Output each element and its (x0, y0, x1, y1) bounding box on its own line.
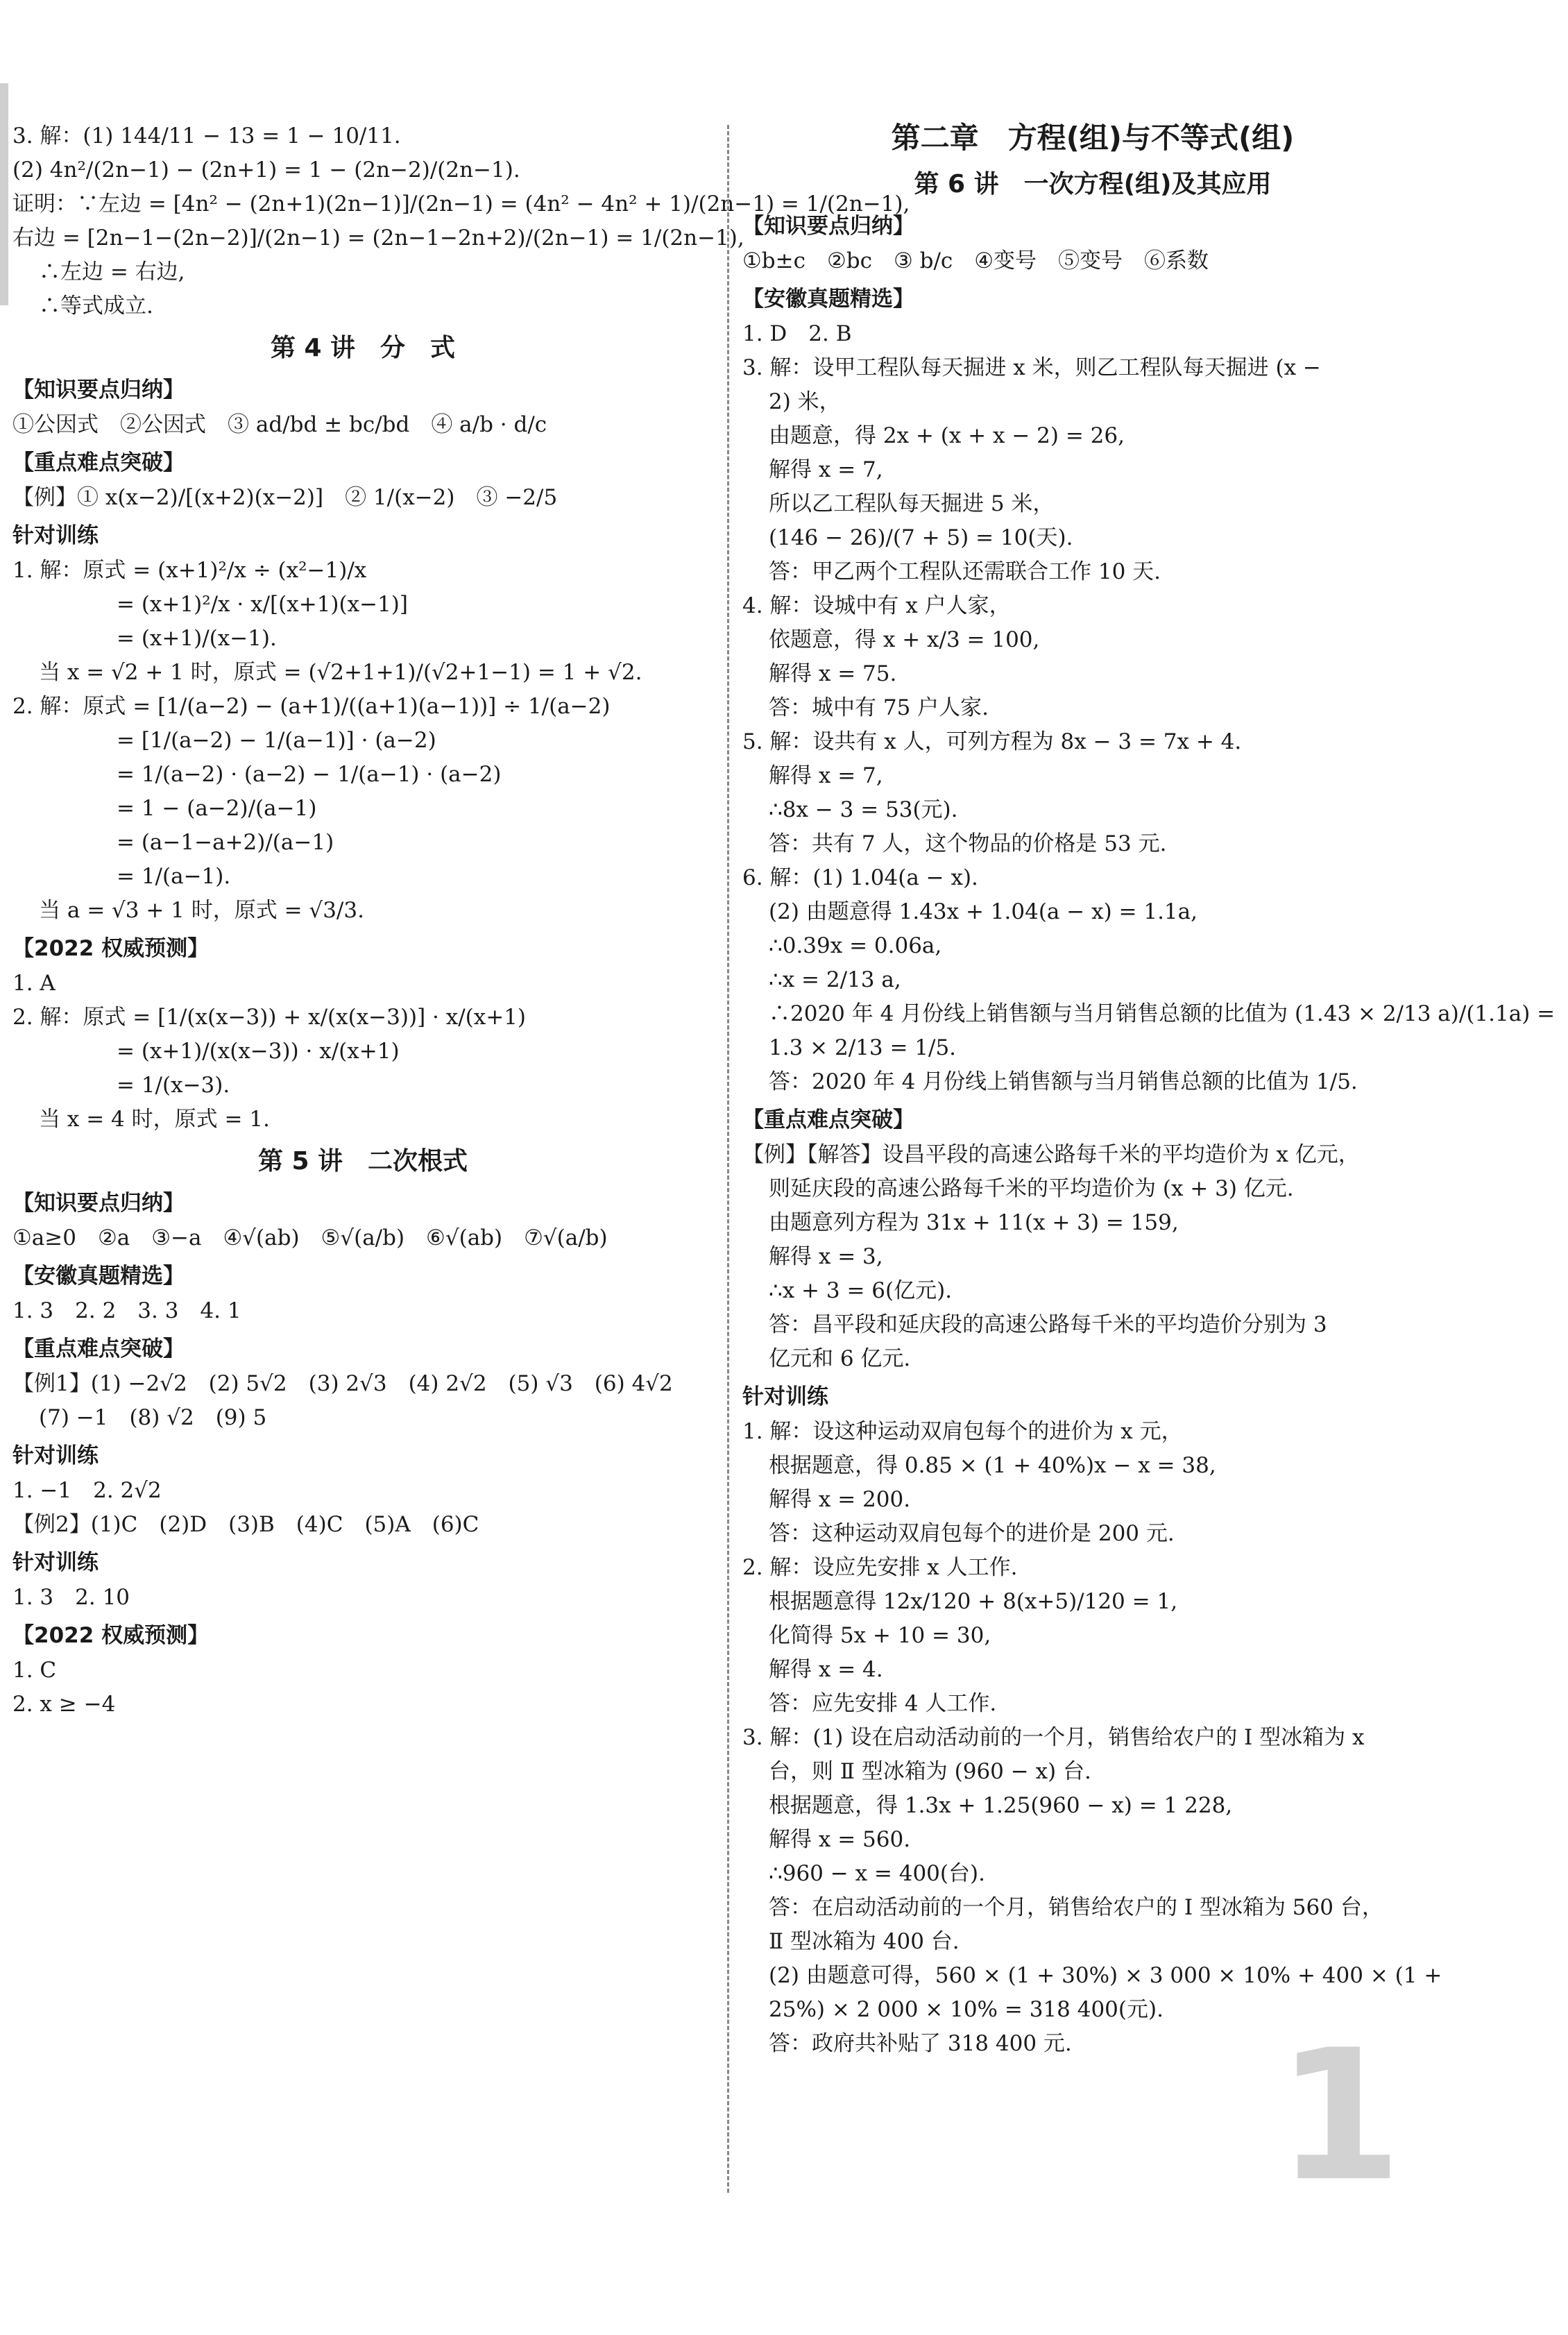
section-heading: 针对训练 (12, 1443, 99, 1468)
text-line: ∴x = 2/13 a, (769, 967, 901, 992)
text-line: 右边 = [2n−1−(2n−2)]/(2n−1) = (2n−1−2n+2)/(2n−1) = 1/(2n−1), (12, 226, 744, 251)
text-line: 由题意列方程为 31x + 11(x + 3) = 159, (769, 1210, 1179, 1235)
text-line: ∴x + 3 = 6(亿元). (769, 1278, 953, 1303)
text-line: = 1/(a−2) · (a−2) − 1/(a−1) · (a−2) (117, 762, 502, 787)
text-line: 当 x = 4 时，原式 = 1. (39, 1107, 270, 1132)
column-divider (727, 125, 729, 2193)
text-line: 解得 x = 200. (769, 1487, 911, 1512)
text-line: 5. 解：设共有 x 人，可列方程为 8x − 3 = 7x + 4. (742, 729, 1242, 754)
text-line: 1.3 × 2/13 = 1/5. (769, 1035, 957, 1060)
text-line: ①a≥0 ②a ③−a ④√(ab) ⑤√(a/b) ⑥√(ab) ⑦√(a/b) (12, 1225, 608, 1250)
text-line: ①公因式 ②公因式 ③ ad/bd ± bc/bd ④ a/b · d/c (12, 412, 547, 437)
text-line: = (a−1−a+2)/(a−1) (117, 830, 334, 855)
text-line: 1. 3 2. 10 (12, 1585, 130, 1610)
text-line: 1. 解：原式 = (x+1)²/x ÷ (x²−1)/x (12, 558, 367, 583)
text-line: 1. 解：设这种运动双肩包每个的进价为 x 元， (742, 1419, 1183, 1444)
text-line: 则延庆段的高速公路每千米的平均造价为 (x + 3) 亿元. (769, 1176, 1294, 1201)
text-line: ∴8x − 3 = 53(元). (769, 797, 958, 822)
text-line: 答：昌平段和延庆段的高速公路每千米的平均造价分别为 3 (769, 1312, 1327, 1337)
text-line: = (x+1)²/x · x/[(x+1)(x−1)] (117, 592, 408, 617)
section-heading: 【知识要点归纳】 (12, 377, 185, 402)
text-line: 1. C (12, 1658, 57, 1683)
text-line: 【例】【解答】设昌平段的高速公路每千米的平均造价为 x 亿元， (742, 1142, 1360, 1167)
section-heading: 【重点难点突破】 (742, 1107, 914, 1132)
text-line: 25%) × 2 000 × 10% = 318 400(元). (769, 1997, 1164, 2022)
text-line: = (x+1)/(x−1). (117, 626, 277, 651)
text-line: 答：政府共补贴了 318 400 元. (769, 2031, 1072, 2056)
text-line: 解得 x = 3, (769, 1244, 883, 1269)
text-line: 【例】① x(x−2)/[(x+2)(x−2)] ② 1/(x−2) ③ −2/5 (12, 485, 558, 510)
text-line: 2) 米， (769, 389, 841, 414)
text-line: 3. 解：(1) 设在启动活动前的一个月，销售给农户的 Ⅰ 型冰箱为 x (742, 1725, 1365, 1750)
text-line: 证明：∵左边 = [4n² − (2n+1)(2n−1)]/(2n−1) = (4n² − 4n² + 1)/(2n−1) = 1/(2n−1), (12, 192, 910, 216)
text-line: 解得 x = 7, (769, 763, 883, 788)
text-line: 1. 3 2. 2 3. 3 4. 1 (12, 1298, 241, 1323)
chapter-title: 第二章 方程(组)与不等式(组) (891, 121, 1295, 155)
text-line: (2) 由题意得 1.43x + 1.04(a − x) = 1.1a, (769, 899, 1198, 924)
text-line: 亿元和 6 亿元. (769, 1346, 911, 1371)
lecture-title: 第 6 讲 一次方程(组)及其应用 (914, 170, 1272, 198)
text-line: ∴2020 年 4 月份线上销售额与当月销售总额的比值为 (1.43 × 2/13 a)/(1.1a) = (769, 1001, 1556, 1026)
text-line: 根据题意，得 0.85 × (1 + 40%)x − x = 38, (769, 1453, 1216, 1478)
binding-strip (0, 83, 8, 305)
text-line: 根据题意，得 1.3x + 1.25(960 − x) = 1 228, (769, 1793, 1233, 1818)
section-heading: 【知识要点归纳】 (12, 1191, 185, 1216)
text-line: 答：2020 年 4 月份线上销售额与当月销售总额的比值为 1/5. (769, 1069, 1358, 1094)
text-line: 根据题意得 12x/120 + 8(x+5)/120 = 1, (769, 1589, 1178, 1614)
text-line: 所以乙工程队每天掘进 5 米， (769, 491, 1055, 516)
text-line: 答：应先安排 4 人工作. (769, 1691, 997, 1716)
text-line: 【例1】(1) −2√2 (2) 5√2 (3) 2√3 (4) 2√2 (5) √3 (6) 4√2 (12, 1371, 673, 1396)
section-heading: 针对训练 (12, 1550, 99, 1575)
text-line: 6. 解：(1) 1.04(a − x). (742, 865, 978, 890)
text-line: 答：在启动活动前的一个月，销售给农户的 Ⅰ 型冰箱为 560 台， (769, 1895, 1383, 1920)
section-heading: 【2022 权威预测】 (12, 1623, 210, 1648)
text-line: 【例2】(1)C (2)D (3)B (4)C (5)A (6)C (12, 1512, 479, 1537)
text-line: ∴左边 = 右边, (39, 260, 185, 285)
text-line: ∴0.39x = 0.06a, (769, 933, 942, 958)
text-line: (7) −1 (8) √2 (9) 5 (39, 1405, 267, 1430)
text-line: (146 − 26)/(7 + 5) = 10(天). (769, 525, 1073, 550)
text-line: 解得 x = 7, (769, 457, 883, 482)
section-heading: 【安徽真题精选】 (12, 1264, 185, 1289)
text-line: 2. 解：原式 = [1/(a−2) − (a+1)/((a+1)(a−1))] ÷ 1/(a−2) (12, 694, 611, 719)
right-column (742, 118, 1556, 2062)
text-line: 2. x ≥ −4 (12, 1692, 116, 1717)
text-line: = 1/(a−1). (117, 864, 231, 889)
section-heading: 针对训练 (742, 1384, 828, 1409)
text-line: 答：甲乙两个工程队还需联合工作 10 天. (769, 559, 1161, 584)
text-line: 当 x = √2 + 1 时，原式 = (√2+1+1)/(√2+1−1) = 1 + √2. (39, 660, 642, 685)
section-heading: 针对训练 (12, 523, 99, 548)
text-line: 依题意，得 x + x/3 = 100, (769, 627, 1040, 652)
text-line: 化简得 5x + 10 = 30, (769, 1623, 991, 1648)
text-line: 3. 解：设甲工程队每天掘进 x 米，则乙工程队每天掘进 (x − (742, 355, 1321, 380)
text-line: 4. 解：设城中有 x 户人家， (742, 593, 1011, 618)
text-line: ①b±c ②bc ③ b/c ④变号 ⑤变号 ⑥系数 (742, 248, 1209, 273)
text-line: 2. 解：设应先安排 x 人工作. (742, 1555, 1018, 1580)
text-line: (2) 由题意可得，560 × (1 + 30%) × 3 000 × 10% + 400 × (1 + (769, 1963, 1442, 1988)
text-line: 1. D 2. B (742, 321, 852, 346)
lecture-title: 第 4 讲 分 式 (270, 334, 456, 362)
section-heading: 【知识要点归纳】 (742, 214, 914, 239)
lecture-title: 第 5 讲 二次根式 (257, 1147, 468, 1175)
text-line: = (x+1)/(x(x−3)) · x/(x+1) (117, 1039, 400, 1064)
text-line: 台，则 Ⅱ 型冰箱为 (960 − x) 台. (769, 1759, 1091, 1784)
text-line: 1. −1 2. 2√2 (12, 1478, 162, 1503)
text-line: = 1/(x−3). (117, 1073, 230, 1098)
page-number: 1 (1277, 2012, 1402, 2221)
text-line: 解得 x = 75. (769, 661, 897, 686)
text-line: Ⅱ 型冰箱为 400 台. (769, 1929, 960, 1954)
text-line: 答：这种运动双肩包每个的进价是 200 元. (769, 1521, 1175, 1546)
text-line: 解得 x = 560. (769, 1827, 911, 1852)
text-line: = [1/(a−2) − 1/(a−1)] · (a−2) (117, 728, 436, 753)
section-heading: 【2022 权威预测】 (12, 936, 210, 961)
text-line: 1. A (12, 971, 56, 996)
text-line: = 1 − (a−2)/(a−1) (117, 796, 317, 821)
text-line: (2) 4n²/(2n−1) − (2n+1) = 1 − (2n−2)/(2n−1). (12, 158, 520, 182)
text-line: 2. 解：原式 = [1/(x(x−3)) + x/(x(x−3))] · x/(x+1) (12, 1005, 527, 1030)
section-heading: 【安徽真题精选】 (742, 287, 914, 312)
section-heading: 【重点难点突破】 (12, 450, 185, 475)
text-line: 由题意，得 2x + (x + x − 2) = 26, (769, 423, 1125, 448)
section-heading: 【重点难点突破】 (12, 1336, 185, 1361)
text-line: ∴等式成立. (39, 294, 153, 319)
text-line: 当 a = √3 + 1 时，原式 = √3/3. (39, 898, 364, 923)
text-line: 解得 x = 4. (769, 1657, 883, 1682)
text-line: ∴960 − x = 400(台). (769, 1861, 985, 1886)
text-line: 答：城中有 75 户人家. (769, 695, 989, 720)
text-line: 3. 解：(1) 144/11 − 13 = 1 − 10/11. (12, 124, 401, 148)
text-line: 答：共有 7 人，这个物品的价格是 53 元. (769, 831, 1167, 856)
